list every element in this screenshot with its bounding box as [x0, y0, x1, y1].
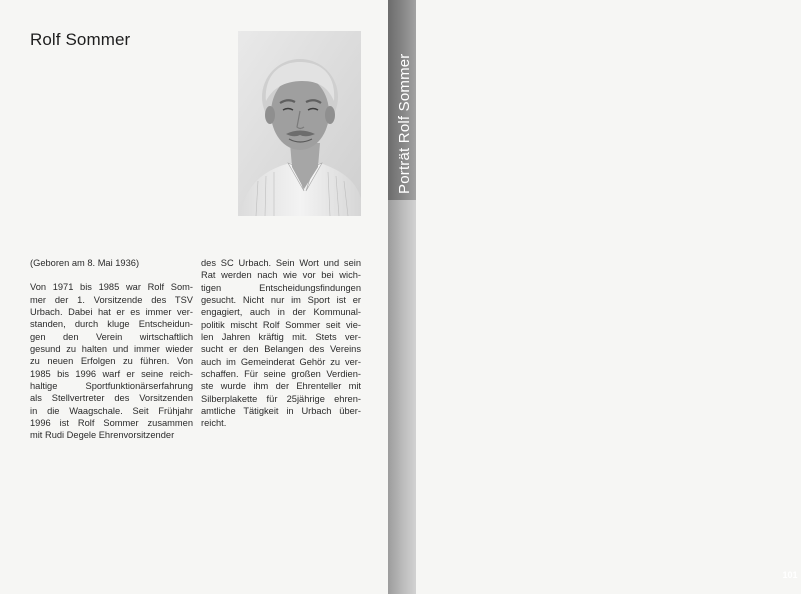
text-line: Urbach. Dabei hat er es immer ver-: [30, 307, 193, 318]
portrait-photo-icon: [238, 31, 361, 216]
text-line: gesund zu halten und immer wieder: [30, 344, 193, 355]
text-line: haltige Sportfunktionärserfahrung: [30, 381, 193, 392]
text-line: schaffen. Für seine großen Verdien-: [201, 369, 361, 380]
article-column-left: [30, 257, 193, 442]
text-line: in die Waagschale. Seit Frühjahr: [30, 405, 193, 416]
vertical-section-title: Porträt Rolf Sommer: [396, 53, 413, 194]
page-number: 101: [782, 570, 798, 580]
text-line: Von 1971 bis 1985 war Rolf Som-: [30, 282, 193, 293]
article-column-right: [201, 257, 361, 430]
text-line: reicht.: [201, 418, 227, 429]
text-line: gesucht. Nicht nur im Sport ist er: [201, 295, 361, 306]
text-line: mer der 1. Vorsitzende des TSV: [30, 294, 193, 305]
text-line: 1996 ist Rolf Sommer zusammen: [30, 418, 193, 429]
right-column-body: [201, 257, 361, 430]
text-line: gen den Verein wirtschaftlich: [30, 331, 193, 342]
text-line: Silberplakette für 25jährige ehren-: [201, 393, 361, 404]
text-line: politik mischt Rolf Sommer seit vie-: [201, 319, 361, 330]
text-line: des SC Urbach. Sein Wort und sein: [201, 258, 361, 268]
text-line: ste wurde ihm der Ehrenteller mit: [201, 381, 361, 392]
side-strip: [388, 0, 798, 594]
text-line: 1985 bis 1996 warf er seine reich-: [30, 368, 193, 379]
text-line: standen, durch kluge Entscheidun-: [30, 319, 193, 330]
text-line: sucht er den Belangen des Vereins: [201, 344, 361, 355]
text-line: tigen Entscheidungsfindungen: [201, 282, 361, 293]
text-line: amtliche Tätigkeit in Urbach über-: [201, 406, 361, 417]
page-title: Rolf Sommer: [30, 30, 131, 49]
text-line: Rat werden nach wie vor bei wich-: [201, 270, 361, 281]
birth-note: (Geboren am 8. Mai 1936): [30, 258, 140, 268]
text-line: zu neuen Erfolgen zu führen. Von: [30, 356, 193, 367]
text-line: len Jahren kräftig mit. Stets ver-: [201, 332, 361, 343]
left-column-body: [30, 281, 193, 441]
portrait-photo: [238, 31, 361, 216]
text-line: als Stellvertreter des Vorsitzenden: [30, 393, 193, 404]
text-line: auch im Gemeinderat Gehör zu ver-: [201, 356, 361, 367]
text-line: mit Rudi Degele Ehrenvorsitzender: [30, 430, 175, 441]
text-line: engagiert, auch in der Kommunal-: [201, 307, 361, 318]
